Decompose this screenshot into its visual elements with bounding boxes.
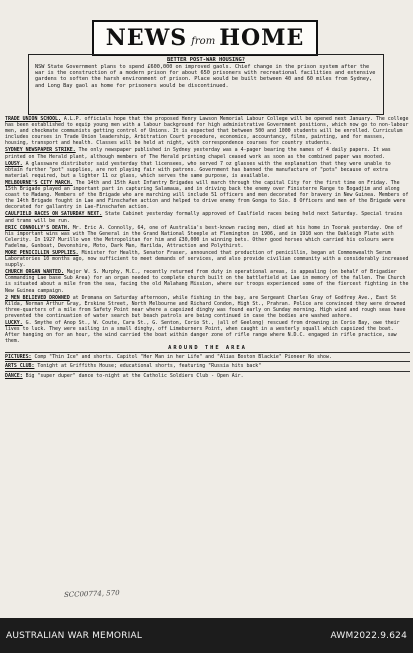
listing-heading: DANCE: xyxy=(5,372,23,379)
news-item-heading: LOUSY. xyxy=(5,160,23,167)
news-item xyxy=(5,180,410,210)
archive-footer xyxy=(0,618,413,653)
masthead-word-home: HOME xyxy=(219,25,305,51)
news-items xyxy=(5,116,410,380)
news-item-body: Major W. S. Murphy, M.C., recently returned from duty in operational areas, is appealing (on behalf of Brigadier Commanding Lae base Sub Area) for an organ needed to complete church built on the battlefield at Lae in memory of the fallen. The Church is situated about a mile from the sea, facing the old Malahang Mission, where our troops experienced some of the fiercest fighting in the New Guinea campaign. xyxy=(5,269,412,294)
news-item-body: A glassware distributor said yesterday that licensees, who served 7 oz glasses with the explanation that they were unable to obtain further "pot" supplies, are not playing fair with patrons. Government has banned the manufacture of "pots" because of extra material required, but a lighter 11 oz glass, which serves the same purpose, is available. xyxy=(5,160,394,179)
listing-body: Big "super duper" dance to-night at the Catholic Soldiers Club - Open Air. xyxy=(25,372,244,379)
news-item xyxy=(5,269,410,293)
news-item-body: A.L.P. officials hope that the proposed Henry Lawson Memorial Labour College will be opened next January. The college has been established to equip young men with a labour background for high administrative Government positions, which now go to non-labour men, and checkmate communists getting control of Unions. It is expected that between 500 and 1000 students will be enrolled. Curriculum includes courses in Trade Union leadership, Arbitration Court procedure, economics, accountancy, films, painting, and for masses, housing, transport and health. Classes will be held at night, with correspondence courses for country students. xyxy=(5,116,412,147)
news-item xyxy=(5,295,410,319)
masthead xyxy=(92,20,318,56)
news-item-heading: ERIC CONNOLLY'S DEATH. xyxy=(5,224,70,231)
news-item xyxy=(5,225,410,249)
handwritten-annotation: SCC00774, 570 xyxy=(63,589,120,599)
news-item-heading: CHURCH ORGAN WANTED. xyxy=(5,269,64,276)
footer-institution: AUSTRALIAN WAR MEMORIAL xyxy=(6,630,143,641)
news-item xyxy=(5,147,410,159)
listing-arts-club xyxy=(5,361,410,370)
news-item-heading: SYDNEY NEWSPAPER STRIKE. xyxy=(5,147,76,154)
news-item-body: The only newspaper published in Sydney yesterday was a 4-pager bearing the names of 4 daily papers. It was printed on The Herald plant, although members of The Herald printing chapel ceased work as soon as the combined paper was mooted. xyxy=(5,147,394,160)
news-item-body: Minister for Health, Senator Fraser, announced that production of penicillin, began at Commonwealth Serum Laboratories 10 months ago, now sufficient to meet demands of services, and also provide civilian community with a considerably increased supply. xyxy=(5,249,412,269)
news-item-body: G. Smythe of Anop St., W. Coute, Cara St., G. Senton, Corio St., (all of Geelong) rescued from drowning in Corio Bay, owe their lives to luck. They were sailing in a small dinghy, off Limeburners Point, when caught in a westerly squall which capsized the boat. After hanging on for an hour, the wind carried the boat within danger zone of rifle range where N.D.C. engaged in rifle practice, saw them. xyxy=(5,320,403,345)
around-the-area-heading: AROUND THE AREA xyxy=(168,345,247,352)
news-item-body: Mr. Eric A. Connolly, 64, one of Australia's best-known racing men, died at his home in Toorak yesterday. One of his important wins was with The General in the Grand National Steeple at Flemington in 1906, and in 1910 won the Oakleigh Plate with Celerity. In 1927 Murillo won the Metropolitan for him and £30,000 in winning bets. Other good horses which carried his colours were Fadelma, Gunboat, Devonshire, Moto, Dark Man, Harilda, Attraction and Polythirst. xyxy=(5,224,406,249)
news-item-body: State Cabinet yesterday formally approved of Caulfield races being held next Saturday. Special trains and trams will be run. xyxy=(5,211,406,224)
listing-body: Tonight at Griffiths House; educational shorts, featuring "Russia hits back" xyxy=(37,363,262,370)
news-item xyxy=(5,161,410,179)
lead-story-box xyxy=(28,54,384,115)
news-item-heading: CAULFIELD RACES ON SATURDAY NEXT. xyxy=(5,211,103,218)
news-item-heading: TRADE UNION SCHOOL. xyxy=(5,116,61,122)
news-item-body: at Dromana on Saturday afternoon, while fishing in the bay, are Sergeant Charles Gray of Godfrey Ave., East St Kilda, Norman Arthur Gray, Erskine Street, North Melbourne and Richard Condon, High St., Prahran. Police are convinced they were drowned three-quarters of a mile from Safety Point near where a capsized dinghy was found early on Sunday morning. High wind and rough seas have prevented the continuation of water search but beach patrols are being continued in case the bodies are washed ashore. xyxy=(5,294,409,319)
news-item-heading: LUCKY. xyxy=(5,320,23,326)
news-item xyxy=(5,250,410,268)
news-item-heading: MORE PENICILLIN SUPPLIES. xyxy=(5,249,79,256)
footer-accession-number: AWM2022.9.624 xyxy=(330,630,407,641)
news-item xyxy=(5,211,410,223)
listing-dance xyxy=(5,371,410,380)
listing-heading: ARTS CLUB: xyxy=(5,363,35,370)
news-item-body: The 14th and 15th Aust Infantry Brigades will march through the capital City for the first time on Friday. The 15th Brigade played an important part in capturing Salamaua, and in driving back the enemy over Finisterre Range to Bogadjim and along coast to Madang. Members of the Brigade who are marching will include 51 officers and men decorated for bravery in New Guinea. Members of the 14th Brigade fought in Lae and Finschafen action and helped to drive enemy from Gonga to Sio. 8 Officers and men of the Brigade were decorated for gallantry in Lae-Finschafen action. xyxy=(5,179,412,211)
lead-story-text: NSW State Government plans to spend £600,000 on improved gaols. Chief change in the prison system after the war is the construction of a modern prison for about 650 prisoners with recreational facilities and extensive gardens to soften the harsh environment of prison. Place would be built between 40 and 60 miles from Sydney, and Long Bay gaol as home for prisoners would be discontinued. xyxy=(35,64,379,89)
masthead-word-from: from xyxy=(191,35,216,47)
lead-story-title: BETTER POST-WAR HOUSING? xyxy=(167,57,245,63)
listing-body: Comp "Thin Ice" and shorts. Capitol "Her Man in her Life" and "Alias Boston Blackie" Pioneer No show. xyxy=(34,354,332,361)
masthead-word-news: NEWS xyxy=(105,25,188,51)
listing-pictures xyxy=(5,352,410,361)
news-item xyxy=(5,320,410,344)
news-item xyxy=(5,116,410,146)
news-item-heading: 2 MEN BELIEVED DROWNED xyxy=(5,294,70,301)
news-item-heading: MELBOURNE'S CITY MARCH. xyxy=(5,179,73,186)
listing-heading: PICTURES: xyxy=(5,354,32,361)
